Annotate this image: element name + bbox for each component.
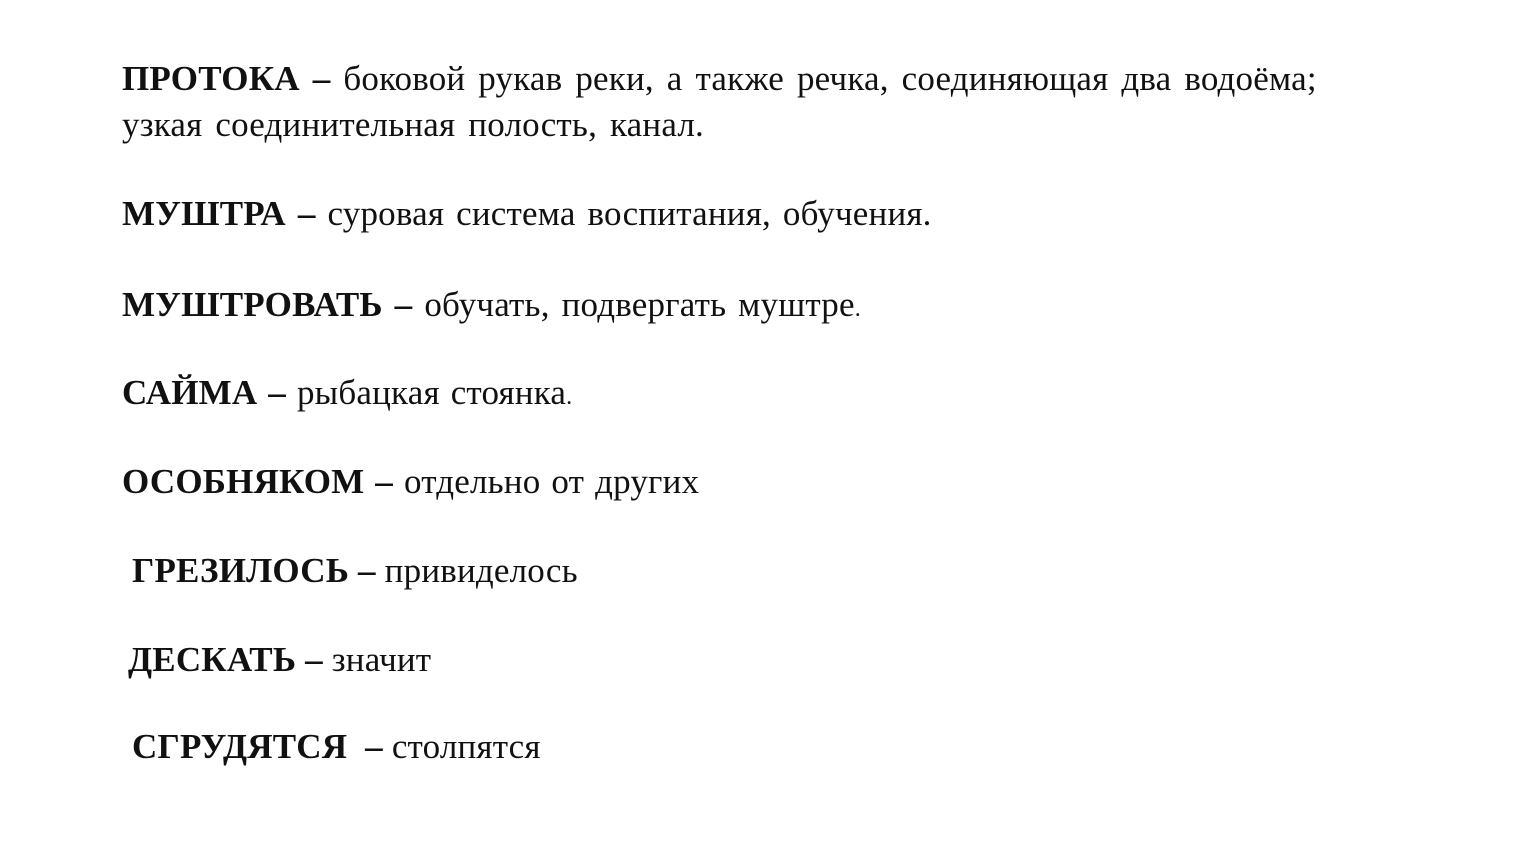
entry-dash: – [296,640,323,679]
entry-dash: – [299,59,331,98]
entry-dash: – [347,727,383,766]
entry-term: ДЕСКАТЬ [128,640,297,679]
vocabulary-entry-protoka [122,56,1317,148]
entry-definition: рыбацкая стоянка [286,373,567,412]
entry-definition: обучать, подвергать муштре [412,285,855,324]
entry-definition: суровая система воспитания, обучения. [315,194,932,233]
entry-definition-continued: узкая соединительная полость, канал. [122,105,704,144]
entry-term: ГРЕЗИЛОСЬ [132,551,350,590]
vocabulary-entry-mushtra [122,191,932,237]
vocabulary-entry-sgrudyatsya [132,724,541,770]
entry-term: ПРОТОКА [122,59,300,98]
entry-dash: – [349,551,376,590]
entry-term: МУШТРОВАТЬ [122,285,383,324]
vocabulary-entry-grezilos [132,548,578,594]
entry-term: ОСОБНЯКОМ [122,462,365,501]
entry-dash: – [382,285,413,324]
entry-term: САЙМА [122,373,258,412]
entry-definition: отдельно от других [393,462,700,501]
entry-definition: боковой рукав реки, а также речка, соединяющая два водоёма; [330,59,1317,98]
entry-dash: – [364,462,394,501]
entry-end-period: . [566,384,573,410]
entry-dash: – [285,194,316,233]
entry-definition: привиделось [375,551,578,590]
vocabulary-entry-saima [122,370,572,420]
vocabulary-entry-deskat [128,637,431,683]
entry-end-period: . [854,296,861,322]
entry-dash: – [257,373,286,412]
entry-term: СГРУДЯТСЯ [132,727,348,766]
entry-definition: значит [322,640,432,679]
vocabulary-entry-mushtrovat [122,282,861,332]
entry-definition: столпятся [382,727,541,766]
entry-term: МУШТРА [122,194,286,233]
vocabulary-entry-osobnyakom [122,459,699,505]
